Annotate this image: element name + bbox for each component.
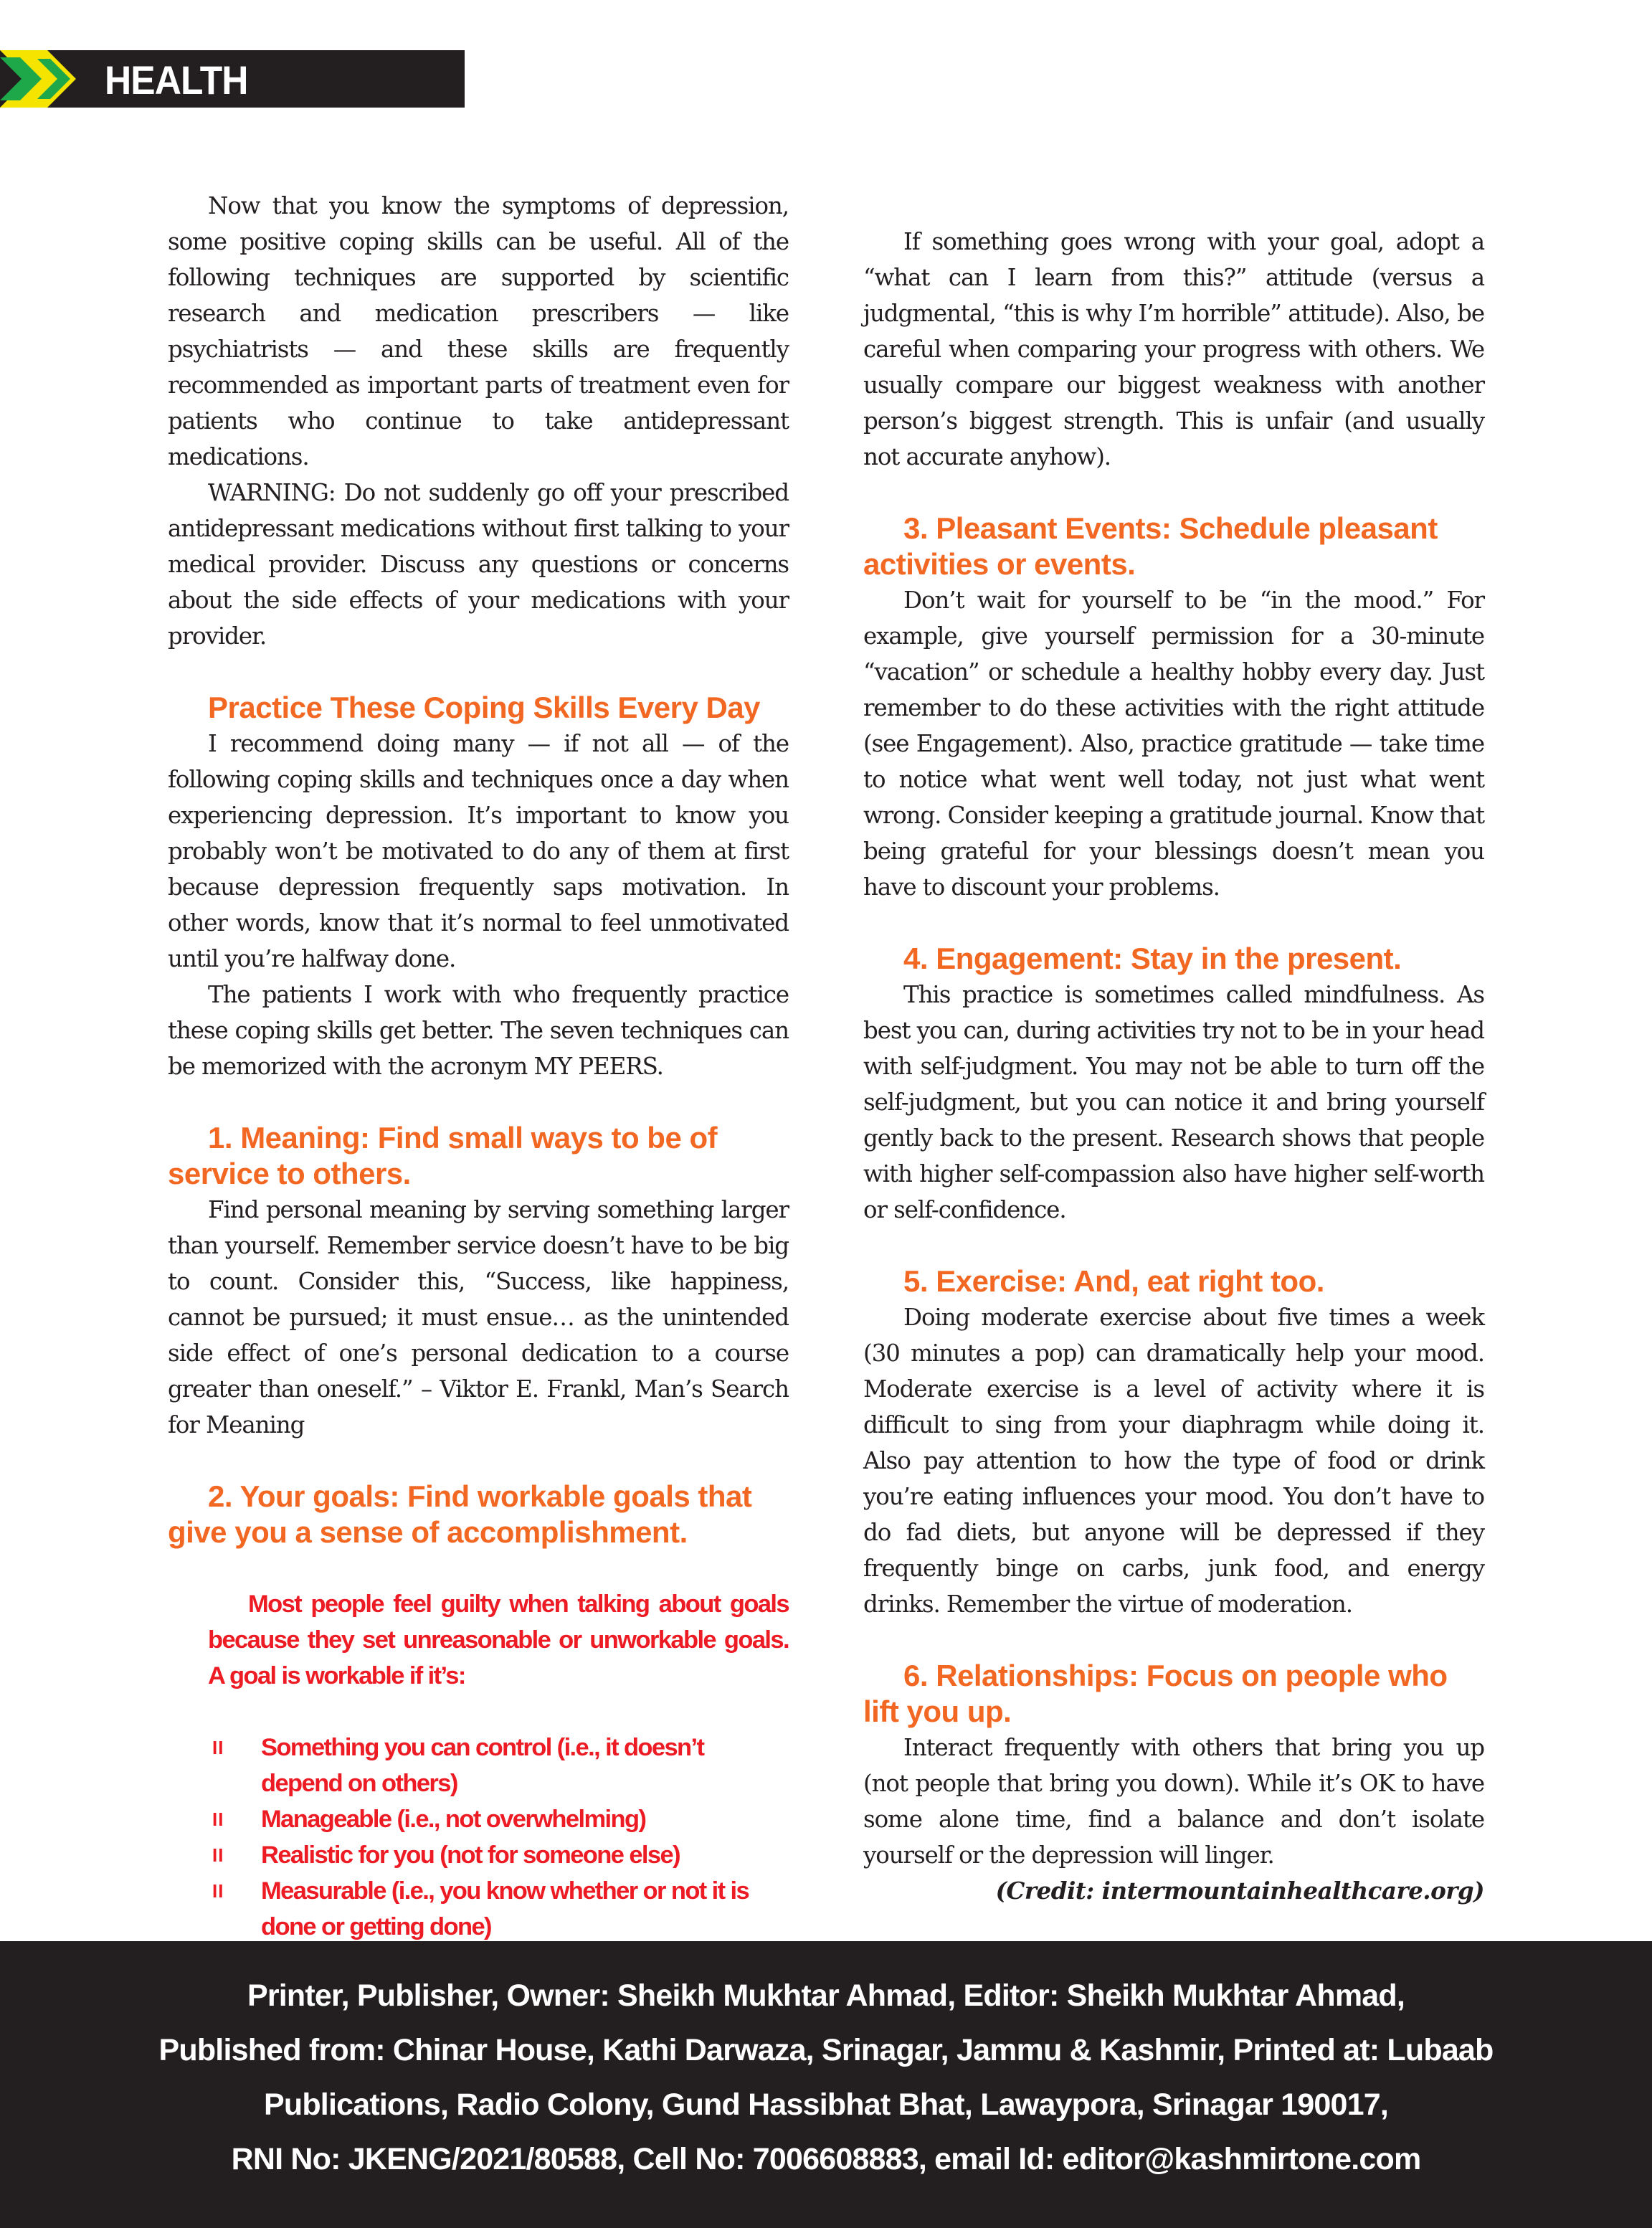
- warning-paragraph: WARNING: Do not suddenly go off your prescribed antidepressant medications without first talking to your medical provider. Discuss any questions or concerns about the side effects of your medications with your provider.: [168, 479, 789, 650]
- list-item-text: Manageable (i.e., not overwhelming): [261, 1806, 646, 1833]
- chevron-arrows-icon: [0, 50, 93, 108]
- footer-line: Publications, Radio Colony, Gund Hassibhat Bhat, Lawaypora, Srinagar 190017,: [263, 2087, 1388, 2122]
- practice-heading: Practice These Coping Skills Every Day: [208, 691, 761, 724]
- footer-line: RNI No: JKENG/2021/80588, Cell No: 7006608883, email Id: editor@kashmirtone.com: [231, 2142, 1421, 2176]
- relationships-paragraph: Interact frequently with others that bring you up (not people that bring you down). While it’s OK to have some alone time, find a balance and don’t isolate yourself or the depression will linger.: [863, 1734, 1484, 1869]
- relationships-heading: 6. Relationships: Focus on people who lift you up.: [863, 1659, 1448, 1728]
- right-column: [863, 224, 1484, 1909]
- bullet-icon: II: [212, 1844, 224, 1866]
- goals-callout: [208, 1586, 789, 1945]
- pleasant-events-heading: 3. Pleasant Events: Schedule pleasant activities or events.: [863, 511, 1438, 581]
- list-item-text: Realistic for you (not for someone else): [261, 1841, 680, 1869]
- footer-line: Printer, Publisher, Owner: Sheikh Mukhtar Ahmad, Editor: Sheikh Mukhtar Ahmad,: [247, 1978, 1405, 2013]
- bullet-icon: II: [212, 1880, 224, 1902]
- callout-intro: Most people feel guilty when talking about goals because they set unreasonable or unworkable goals. A goal is workable if it’s:: [208, 1591, 789, 1689]
- callout-list: [208, 1730, 789, 1945]
- engagement-heading: 4. Engagement: Stay in the present.: [903, 942, 1402, 975]
- meaning-heading: 1. Meaning: Find small ways to be of service to others.: [168, 1121, 718, 1190]
- imprint-footer: [0, 1941, 1652, 2228]
- bullet-icon: II: [212, 1737, 224, 1758]
- left-column: [168, 188, 789, 1945]
- section-label: HEALTH: [105, 57, 248, 103]
- list-item: [208, 1801, 789, 1837]
- practice-paragraph-2: The patients I work with who frequently practice these coping skills get better. The seven techniques can be memorized with the acronym MY PEERS.: [168, 981, 789, 1080]
- exercise-paragraph: Doing moderate exercise about five times a week (30 minutes a pop) can dramatically help your mood. Moderate exercise is a level of activity where it is difficult to sing from your diaphragm while doing it. Also pay attention to how the type of food or drink you’re eating influences your mood. You don’t have to do fad diets, but anyone will be depressed if they frequently binge on carbs, junk food, and energy drinks. Remember the virtue of moderation.: [863, 1304, 1484, 1618]
- practice-paragraph: I recommend doing many — if not all — of the following coping skills and techniques once a day when experiencing depression. It’s important to know you probably won’t be motivated to do any of them at first because depression frequently saps motivation. In other words, know that it’s normal to feel unmotivated until you’re halfway done.: [168, 730, 789, 972]
- meaning-paragraph: Find personal meaning by serving something larger than yourself. Remember service doesn’t have to be big to count. Consider this, “Success, like happiness, cannot be pursued; it must ensue… as the unintended side effect of one’s personal dedication to a course greater than oneself.” – Viktor E. Frankl, Man’s Search for Meaning: [168, 1196, 789, 1438]
- credit-line: (Credit: intermountainhealthcare.org): [995, 1877, 1484, 1905]
- exercise-heading: 5. Exercise: And, eat right too.: [903, 1264, 1324, 1298]
- goals-continued-paragraph: If something goes wrong with your goal, adopt a “what can I learn from this?” attitude (versus a judgmental, “this is why I’m horrible” attitude). Also, be careful when comparing your progress with others. We usually compare our biggest weakness with another person’s biggest strength. This is unfair (and usually not accurate anyhow).: [863, 228, 1484, 470]
- section-tag: [0, 50, 465, 108]
- list-item: [208, 1873, 789, 1945]
- bullet-icon: II: [212, 1809, 224, 1830]
- engagement-paragraph: This practice is sometimes called mindfulness. As best you can, during activities try not to be in your head with self-judgment. You may not be able to turn off the self-judgment, but you can notice it and bring yourself gently back to the present. Research shows that people with higher self-compassion also have higher self-worth or self-confidence.: [863, 981, 1484, 1223]
- list-item-text: Measurable (i.e., you know whether or not it is done or getting done): [261, 1877, 749, 1940]
- list-item: [208, 1837, 789, 1873]
- intro-paragraph: Now that you know the symptoms of depression, some positive coping skills can be useful. All of the following techniques are supported by scientific research and medication prescribers — like psychiatrists — and these skills are frequently recommended as important parts of treatment even for patients who continue to take antidepressant medications.: [168, 192, 789, 470]
- list-item: [208, 1730, 789, 1801]
- list-item-text: Something you can control (i.e., it doesn’t depend on others): [261, 1734, 704, 1797]
- footer-line: Published from: Chinar House, Kathi Darwaza, Srinagar, Jammu & Kashmir, Printed at: Lubaab: [158, 2033, 1494, 2067]
- pleasant-events-paragraph: Don’t wait for yourself to be “in the mood.” For example, give yourself permission for a 30-minute “vacation” or schedule a healthy hobby every day. Just remember to do these activities with the right attitude (see Engagement). Also, practice gratitude — take time to notice what went well today, not just what went wrong. Consider keeping a gratitude journal. Know that being grateful for your blessings doesn’t mean you have to discount your problems.: [863, 587, 1484, 901]
- goals-heading: 2. Your goals: Find workable goals that give you a sense of accomplishment.: [168, 1479, 752, 1549]
